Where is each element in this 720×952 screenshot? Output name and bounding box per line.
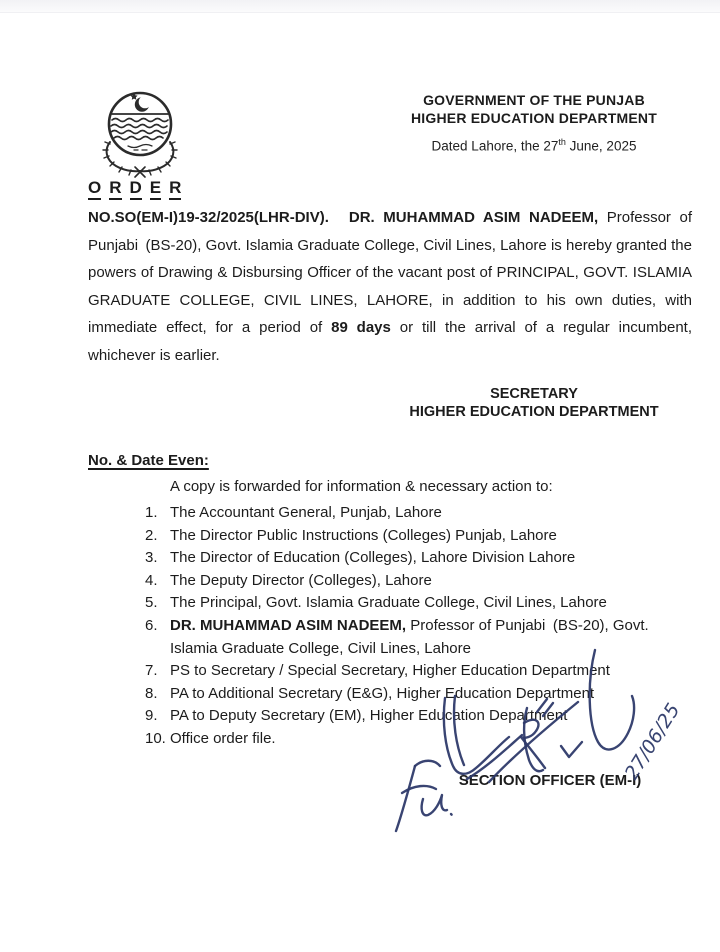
date-text: Dated Lahore, the 27 (431, 138, 559, 154)
list-item-number: 3. (145, 549, 158, 567)
emphasized-text: DR. MUHAMMAD ASIM NADEEM, (348, 209, 599, 226)
crescent-star-icon (131, 93, 152, 112)
order-heading-letter: R (109, 178, 121, 200)
order-body-paragraph (88, 204, 692, 370)
signatory-department: HIGHER EDUCATION DEPARTMENT (409, 403, 659, 420)
org-name-line1: GOVERNMENT OF THE PUNJAB (423, 92, 645, 108)
list-item (88, 525, 698, 548)
list-item-text (170, 502, 658, 525)
punjab-emblem-logo (90, 84, 190, 182)
list-item-text (170, 660, 658, 683)
text-segment: Professor of Punjabi (BS-20), Govt. Islamia Graduate College, Civil Lines, Lahore (170, 616, 649, 657)
list-item (88, 683, 698, 706)
list-item-text (170, 728, 658, 751)
distribution-intro: A copy is forwarded for information & necessary action to: (170, 478, 553, 495)
list-item (88, 570, 698, 593)
wreath-decoration (103, 142, 177, 177)
list-item-number: 9. (145, 707, 158, 725)
list-item-text (170, 683, 658, 706)
text-segment: The Deputy Director (Colleges), Lahore (170, 571, 432, 589)
signatory-title: SECRETARY (490, 386, 578, 402)
distribution-heading: No. & Date Even: (88, 452, 209, 469)
text-segment: Office order file. (170, 729, 276, 747)
list-item (88, 705, 698, 728)
emphasized-text: DR. MUHAMMAD ASIM NADEEM, (170, 616, 407, 634)
date-text-suffix: June, 2025 (565, 138, 637, 154)
distribution-section (88, 452, 698, 751)
handwritten-date: 27/06/25 (620, 699, 685, 784)
list-item (88, 547, 698, 570)
list-item (88, 502, 698, 525)
org-name-line2: HIGHER EDUCATION DEPARTMENT (411, 109, 657, 126)
order-heading-letter: R (169, 178, 181, 200)
order-heading-letter: O (88, 178, 101, 200)
list-item-text (170, 570, 658, 593)
section-officer-title: SECTION OFFICER (EM-I) (458, 772, 642, 789)
letterhead (368, 92, 700, 154)
list-item-number: 7. (145, 662, 158, 680)
list-item (88, 660, 698, 683)
list-item-text (170, 615, 658, 660)
list-item (88, 728, 698, 751)
list-item-number: 10. (145, 729, 166, 747)
text-segment: The Director Public Instructions (Colleges) Punjab, Lahore (170, 526, 557, 544)
list-item (88, 615, 698, 660)
text-segment: The Principal, Govt. Islamia Graduate College, Civil Lines, Lahore (170, 594, 607, 612)
emphasized-text: 89 days (331, 319, 391, 337)
order-heading (88, 178, 189, 200)
list-item (88, 592, 698, 615)
list-item-text (170, 705, 658, 728)
document-date (368, 137, 700, 154)
list-item-text (170, 525, 658, 548)
text-segment: The Director of Education (Colleges), Lahore Division Lahore (170, 549, 576, 567)
order-heading-letter: E (150, 178, 161, 200)
scan-edge-shadow (0, 0, 720, 13)
date-ordinal-suffix: th (558, 137, 566, 147)
text-segment: PA to Additional Secretary (E&G), Higher Education Department (170, 684, 595, 702)
list-item-number: 8. (145, 684, 158, 702)
emphasized-text: NO.SO(EM-I)19-32/2025(LHR-DIV). (88, 209, 329, 226)
list-item-number: 2. (145, 526, 158, 544)
text-segment: Professor of Punjabi (BS-20), Govt. Islamia Graduate College, Civil Lines, Lahore is hereby granted the powers of Drawing & Disbursing Officer of the vacant post of PRINCIPAL, GOVT. ISLAMIA GRADUATE COLLEGE, CIVIL LINES, LAHORE, in addition to his own duties, with immediate effect, for a period of (88, 209, 692, 337)
list-item-text (170, 547, 658, 570)
text-segment: PA to Deputy Secretary (EM), Higher Education Department (170, 707, 568, 725)
list-item-number: 5. (145, 594, 158, 612)
list-item-number: 4. (145, 571, 158, 589)
text-segment: or till the arrival of a regular incumbent, whichever is earlier. (88, 319, 693, 364)
order-heading-letter: D (130, 178, 142, 200)
signatory-block (368, 386, 700, 421)
list-item-number: 6. (145, 616, 158, 634)
text-segment: The Accountant General, Punjab, Lahore (170, 504, 442, 521)
text-segment: PS to Secretary / Special Secretary, Higher Education Department (170, 662, 610, 680)
list-item-text (170, 592, 658, 615)
list-item-number: 1. (145, 504, 158, 521)
distribution-list (88, 502, 698, 751)
